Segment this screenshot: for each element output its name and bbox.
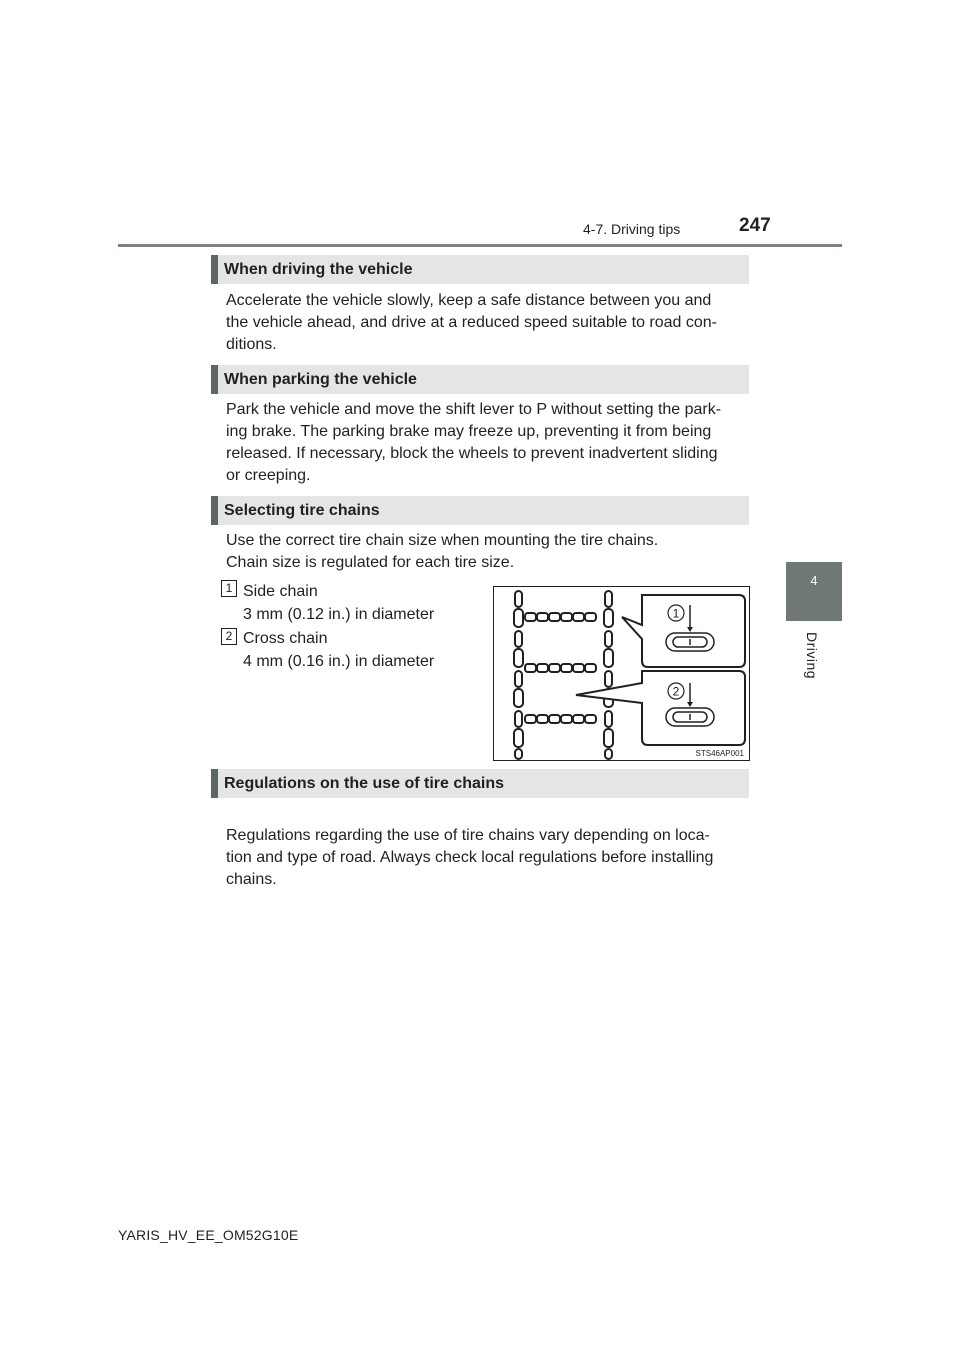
paragraph-regulations [226, 825, 744, 891]
text-line: or creeping. [226, 467, 311, 484]
chapter-tab [786, 562, 842, 621]
callout-boxes [576, 595, 745, 745]
cross-chain-2 [525, 664, 596, 672]
text-line: Use the correct tire chain size when mounting the tire chains. [226, 532, 659, 549]
side-chain-left [514, 591, 523, 759]
text-line: the vehicle ahead, and drive at a reduced speed suitable to road con- [226, 314, 717, 331]
callout-number-2: 2 [672, 684, 680, 699]
callout-number-1: 1 [672, 606, 680, 621]
chain-item-side [243, 580, 434, 626]
heading-parking: When parking the vehicle [211, 365, 749, 394]
cross-chain-3 [525, 715, 596, 723]
heading-driving: When driving the vehicle [211, 255, 749, 284]
chapter-label: Driving [804, 632, 820, 680]
document-id: YARIS_HV_EE_OM52G10E [118, 1227, 299, 1243]
text-line: Park the vehicle and move the shift lever to P without setting the park- [226, 401, 722, 418]
text-line: Regulations regarding the use of tire chains vary depending on loca- [226, 827, 710, 844]
text-line: Chain size is regulated for each tire size. [226, 554, 515, 571]
side-chain-right [604, 591, 613, 759]
paragraph-selecting-chains [226, 530, 744, 574]
item-size: 4 mm (0.16 in.) in diameter [243, 653, 435, 670]
chain-item-cross [243, 627, 434, 673]
item-size: 3 mm (0.12 in.) in diameter [243, 606, 435, 623]
section-title: 4-7. Driving tips [583, 221, 681, 237]
cross-chain-1 [525, 613, 596, 621]
chapter-number: 4 [810, 573, 818, 588]
text-line: released. If necessary, block the wheels to prevent inadvertent sliding [226, 445, 718, 462]
paragraph-parking [226, 399, 744, 487]
item-number-badge: 1 [221, 580, 237, 597]
text-line: ditions. [226, 336, 277, 353]
header-rule [118, 244, 842, 247]
tire-chain-illustration [493, 586, 750, 761]
heading-regulations: Regulations on the use of tire chains [211, 769, 749, 798]
page-number: 247 [739, 215, 771, 236]
figure-code: STS46AP001 [695, 749, 744, 758]
text-line: chains. [226, 871, 277, 888]
item-name: Cross chain [243, 630, 328, 647]
paragraph-driving [226, 290, 744, 356]
text-line: ing brake. The parking brake may freeze up, preventing it from being [226, 423, 712, 440]
text-line: tion and type of road. Always check local regulations before installing [226, 849, 714, 866]
chain-diagram [494, 587, 749, 760]
item-name: Side chain [243, 583, 318, 600]
heading-selecting-chains: Selecting tire chains [211, 496, 749, 525]
item-number-badge: 2 [221, 628, 237, 645]
text-line: Accelerate the vehicle slowly, keep a safe distance between you and [226, 292, 712, 309]
